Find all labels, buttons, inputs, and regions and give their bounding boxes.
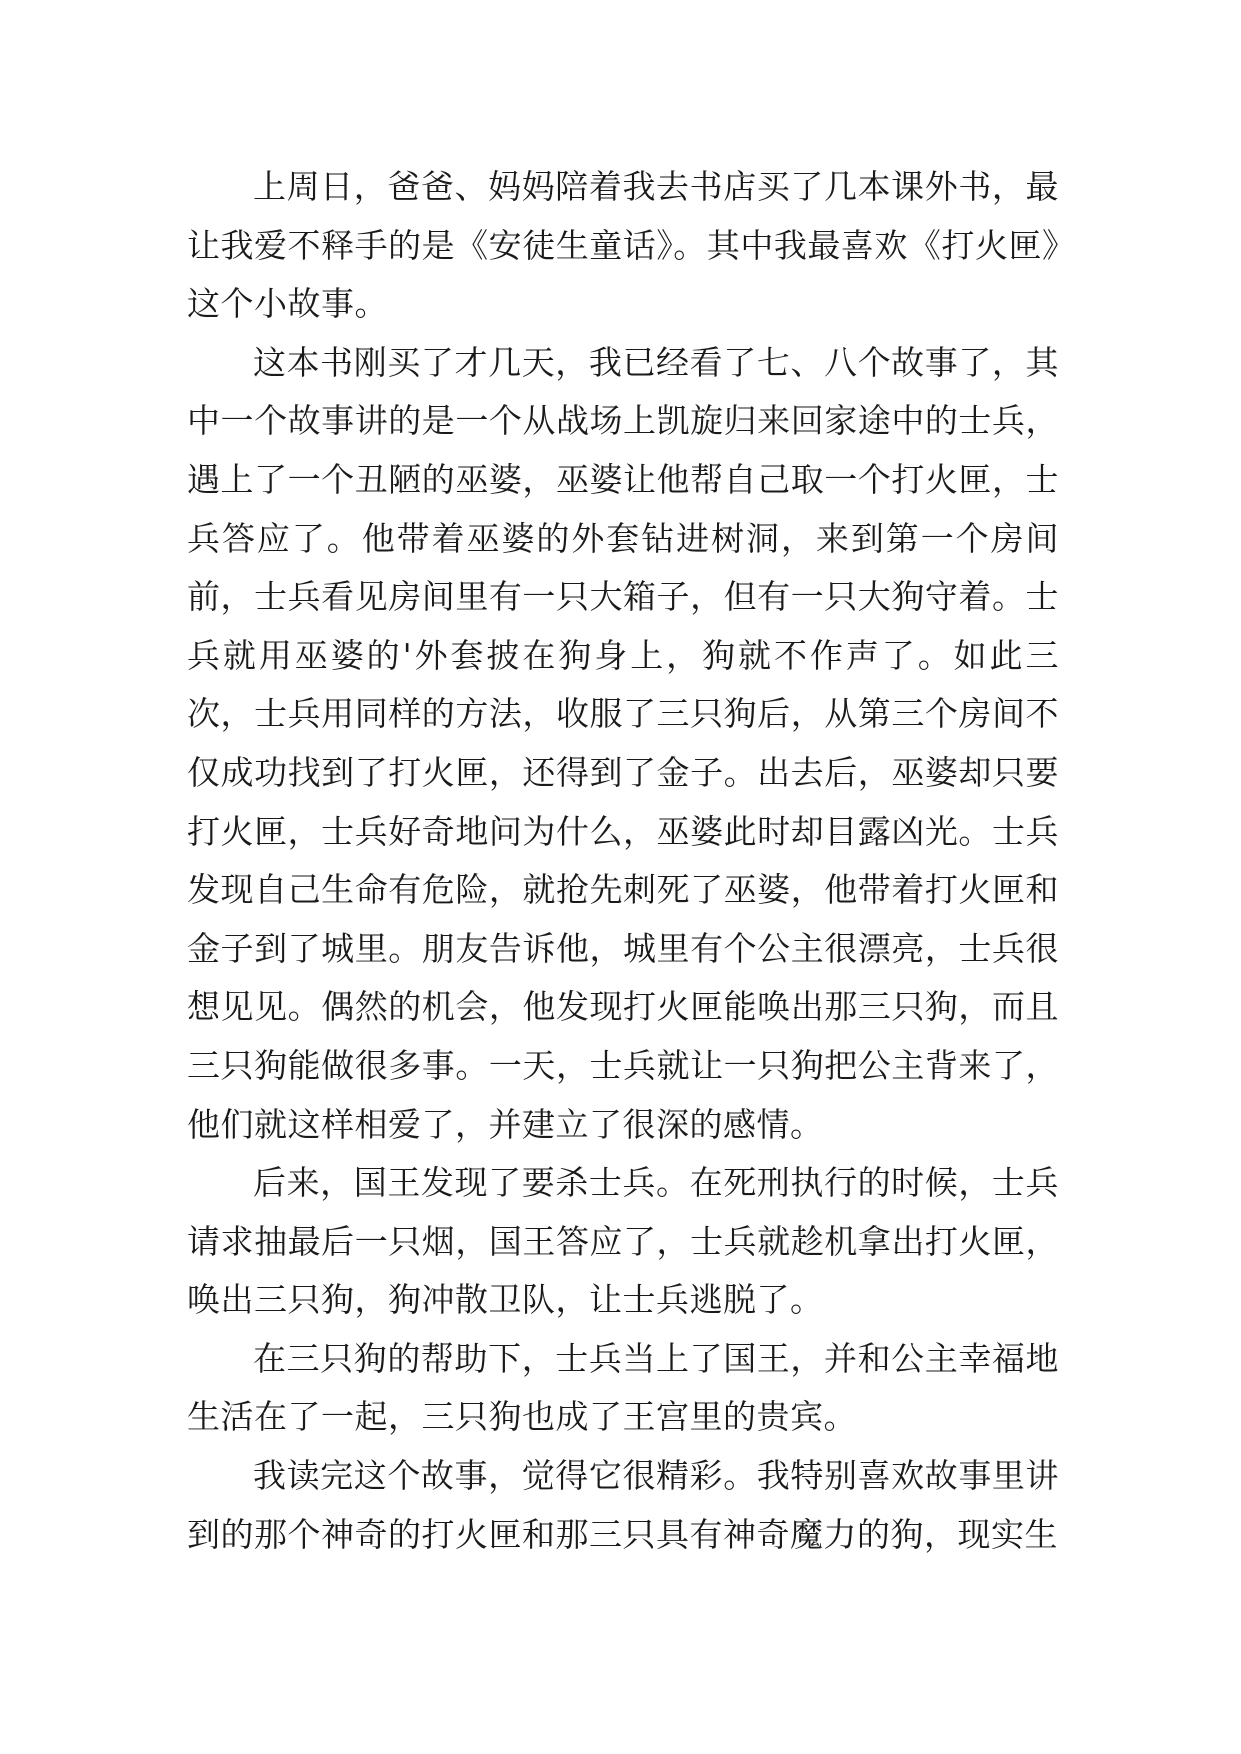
paragraph-3: 后来，国王发现了要杀士兵。在死刑执行的时候，士兵请求抽最后一只烟，国王答应了，士兵就趁机拿出打火匣，唤出三只狗，狗冲散卫队，让士兵逃脱了。 [187, 1163, 1059, 1320]
paragraph-5: 我读完这个故事，觉得它很精彩。我特别喜欢故事里讲到的那个神奇的打火匣和那三只具有神奇魔力的狗，现实生 [187, 1456, 1059, 1554]
document-body [187, 158, 1059, 1564]
paragraph-1: 上周日，爸爸、妈妈陪着我去书店买了几本课外书，最让我爱不释手的是《安徒生童话》。其中我最喜欢《打火匣》这个小故事。 [187, 167, 1059, 324]
paragraph-4: 在三只狗的帮助下，士兵当上了国王，并和公主幸福地生活在了一起，三只狗也成了王宫里的贵宾。 [187, 1338, 1059, 1437]
paragraph-2: 这本书刚买了才几天，我已经看了七、八个故事了，其中一个故事讲的是一个从战场上凯旋归来回家途中的士兵，遇上了一个丑陋的巫婆，巫婆让他帮自己取一个打火匣，士兵答应了。他带着巫婆的外套钻进树洞，来到第一个房间前，士兵看见房间里有一只大箱子，但有一只大狗守着。士兵就用巫婆的'外套披在狗身上，狗就不作声了。如此三次，士兵用同样的方法，收服了三只狗后，从第三个房间不仅成功找到了打火匣，还得到了金子。出去后，巫婆却只要打火匣，士兵好奇地问为什么，巫婆此时却目露凶光。士兵发现自己生命有危险，就抢先刺死了巫婆，他带着打火匣和金子到了城里。朋友告诉他，城里有个公主很漂亮，士兵很想见见。偶然的机会，他发现打火匣能唤出那三只狗，而且三只狗能做很多事。一天，士兵就让一只狗把公主背来了，他们就这样相爱了，并建立了很深的感情。 [187, 342, 1059, 1144]
